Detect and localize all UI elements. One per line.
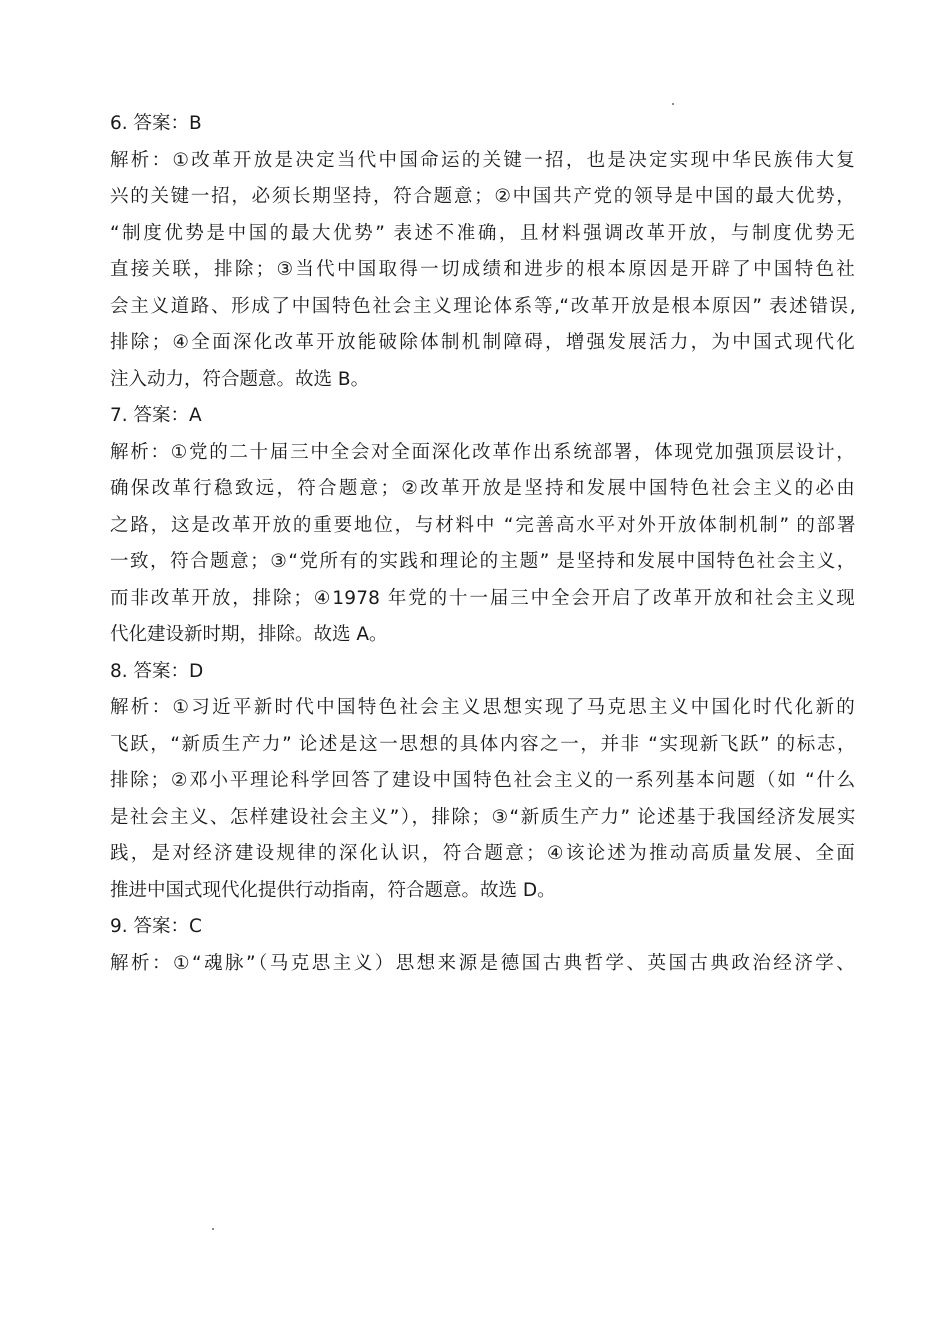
- answer-6-line-1: 解析：①改革开放是决定当代中国命运的关键一招，也是决定实现中华民族伟大复: [110, 149, 855, 171]
- answer-8-line-1: 解析：①习近平新时代中国特色社会主义思想实现了马克思主义中国化时代化新的: [110, 697, 855, 718]
- answer-6-line-3: “制度优势是中国的最大优势” 表述不准确，且材料强调改革开放，与制度优势无: [110, 222, 855, 244]
- answer-7-line-6: 代化建设新时期，排除。故选 A。: [110, 624, 388, 645]
- answer-6-line-2: 兴的关键一招，必须长期坚持，符合题意；②中国共产党的领导是中国的最大优势，: [110, 186, 855, 207]
- answer-7-line-3: 之路，这是改革开放的重要地位，与材料中 “完善高水平对外开放体制机制” 的部署: [110, 514, 855, 536]
- scan-speck-bottom: [212, 1228, 214, 1230]
- answer-7-line-1: 解析：①党的二十届三中全会对全面深化改革作出系统部署，体现党加强顶层设计，: [110, 441, 855, 463]
- answer-9-line-1: 解析：①“魂脉”（马克思主义）思想来源是德国古典哲学、英国古典政治经济学、: [110, 952, 855, 974]
- answer-7-line-2: 确保改革行稳致远，符合题意；②改革开放是坚持和发展中国特色社会主义的必由: [110, 478, 855, 499]
- answer-9-heading: 9. 答案：C: [110, 916, 202, 937]
- answer-6-line-6: 排除；④全面深化改革开放能破除体制机制障碍，增强发展活力，为中国式现代化: [110, 332, 855, 353]
- answer-document: [110, 106, 855, 982]
- answer-7-line-4: 一致，符合题意；③“党所有的实践和理论的主题” 是坚持和发展中国特色社会主义，: [110, 551, 855, 572]
- answer-8-line-3: 排除；②邓小平理论科学回答了建设中国特色社会主义的一系列基本问题（如 “什么: [110, 770, 855, 791]
- answer-8-heading: 8. 答案：D: [110, 660, 204, 682]
- answer-6-line-5: 会主义道路、形成了中国特色社会主义理论体系等,“改革开放是根本原因” 表述错误,: [110, 295, 855, 317]
- answer-6-line-4: 直接关联，排除；③当代中国取得一切成绩和进步的根本原因是开辟了中国特色社: [110, 259, 855, 280]
- answer-7-line-5: 而非改革开放，排除；④1978 年党的十一届三中全会开启了改革开放和社会主义现: [110, 587, 855, 609]
- answer-8-line-4: 是社会主义、怎样建设社会主义”），排除；③“新质生产力” 论述基于我国经济发展实: [110, 806, 855, 828]
- answer-7-heading: 7. 答案：A: [110, 405, 202, 426]
- answer-8-line-6: 推进中国式现代化提供行动指南，符合题意。故选 D。: [110, 879, 556, 901]
- answer-8-line-2: 飞跃，“新质生产力” 论述是这一思想的具体内容之一，并非 “实现新飞跃” 的标志，: [110, 733, 855, 755]
- answer-8-line-5: 践，是对经济建设规律的深化认识，符合题意；④该论述为推动高质量发展、全面: [110, 843, 855, 864]
- scan-speck-top: [672, 103, 674, 105]
- answer-6-heading: 6. 答案：B: [110, 113, 202, 134]
- answer-6-line-7: 注入动力，符合题意。故选 B。: [110, 368, 370, 390]
